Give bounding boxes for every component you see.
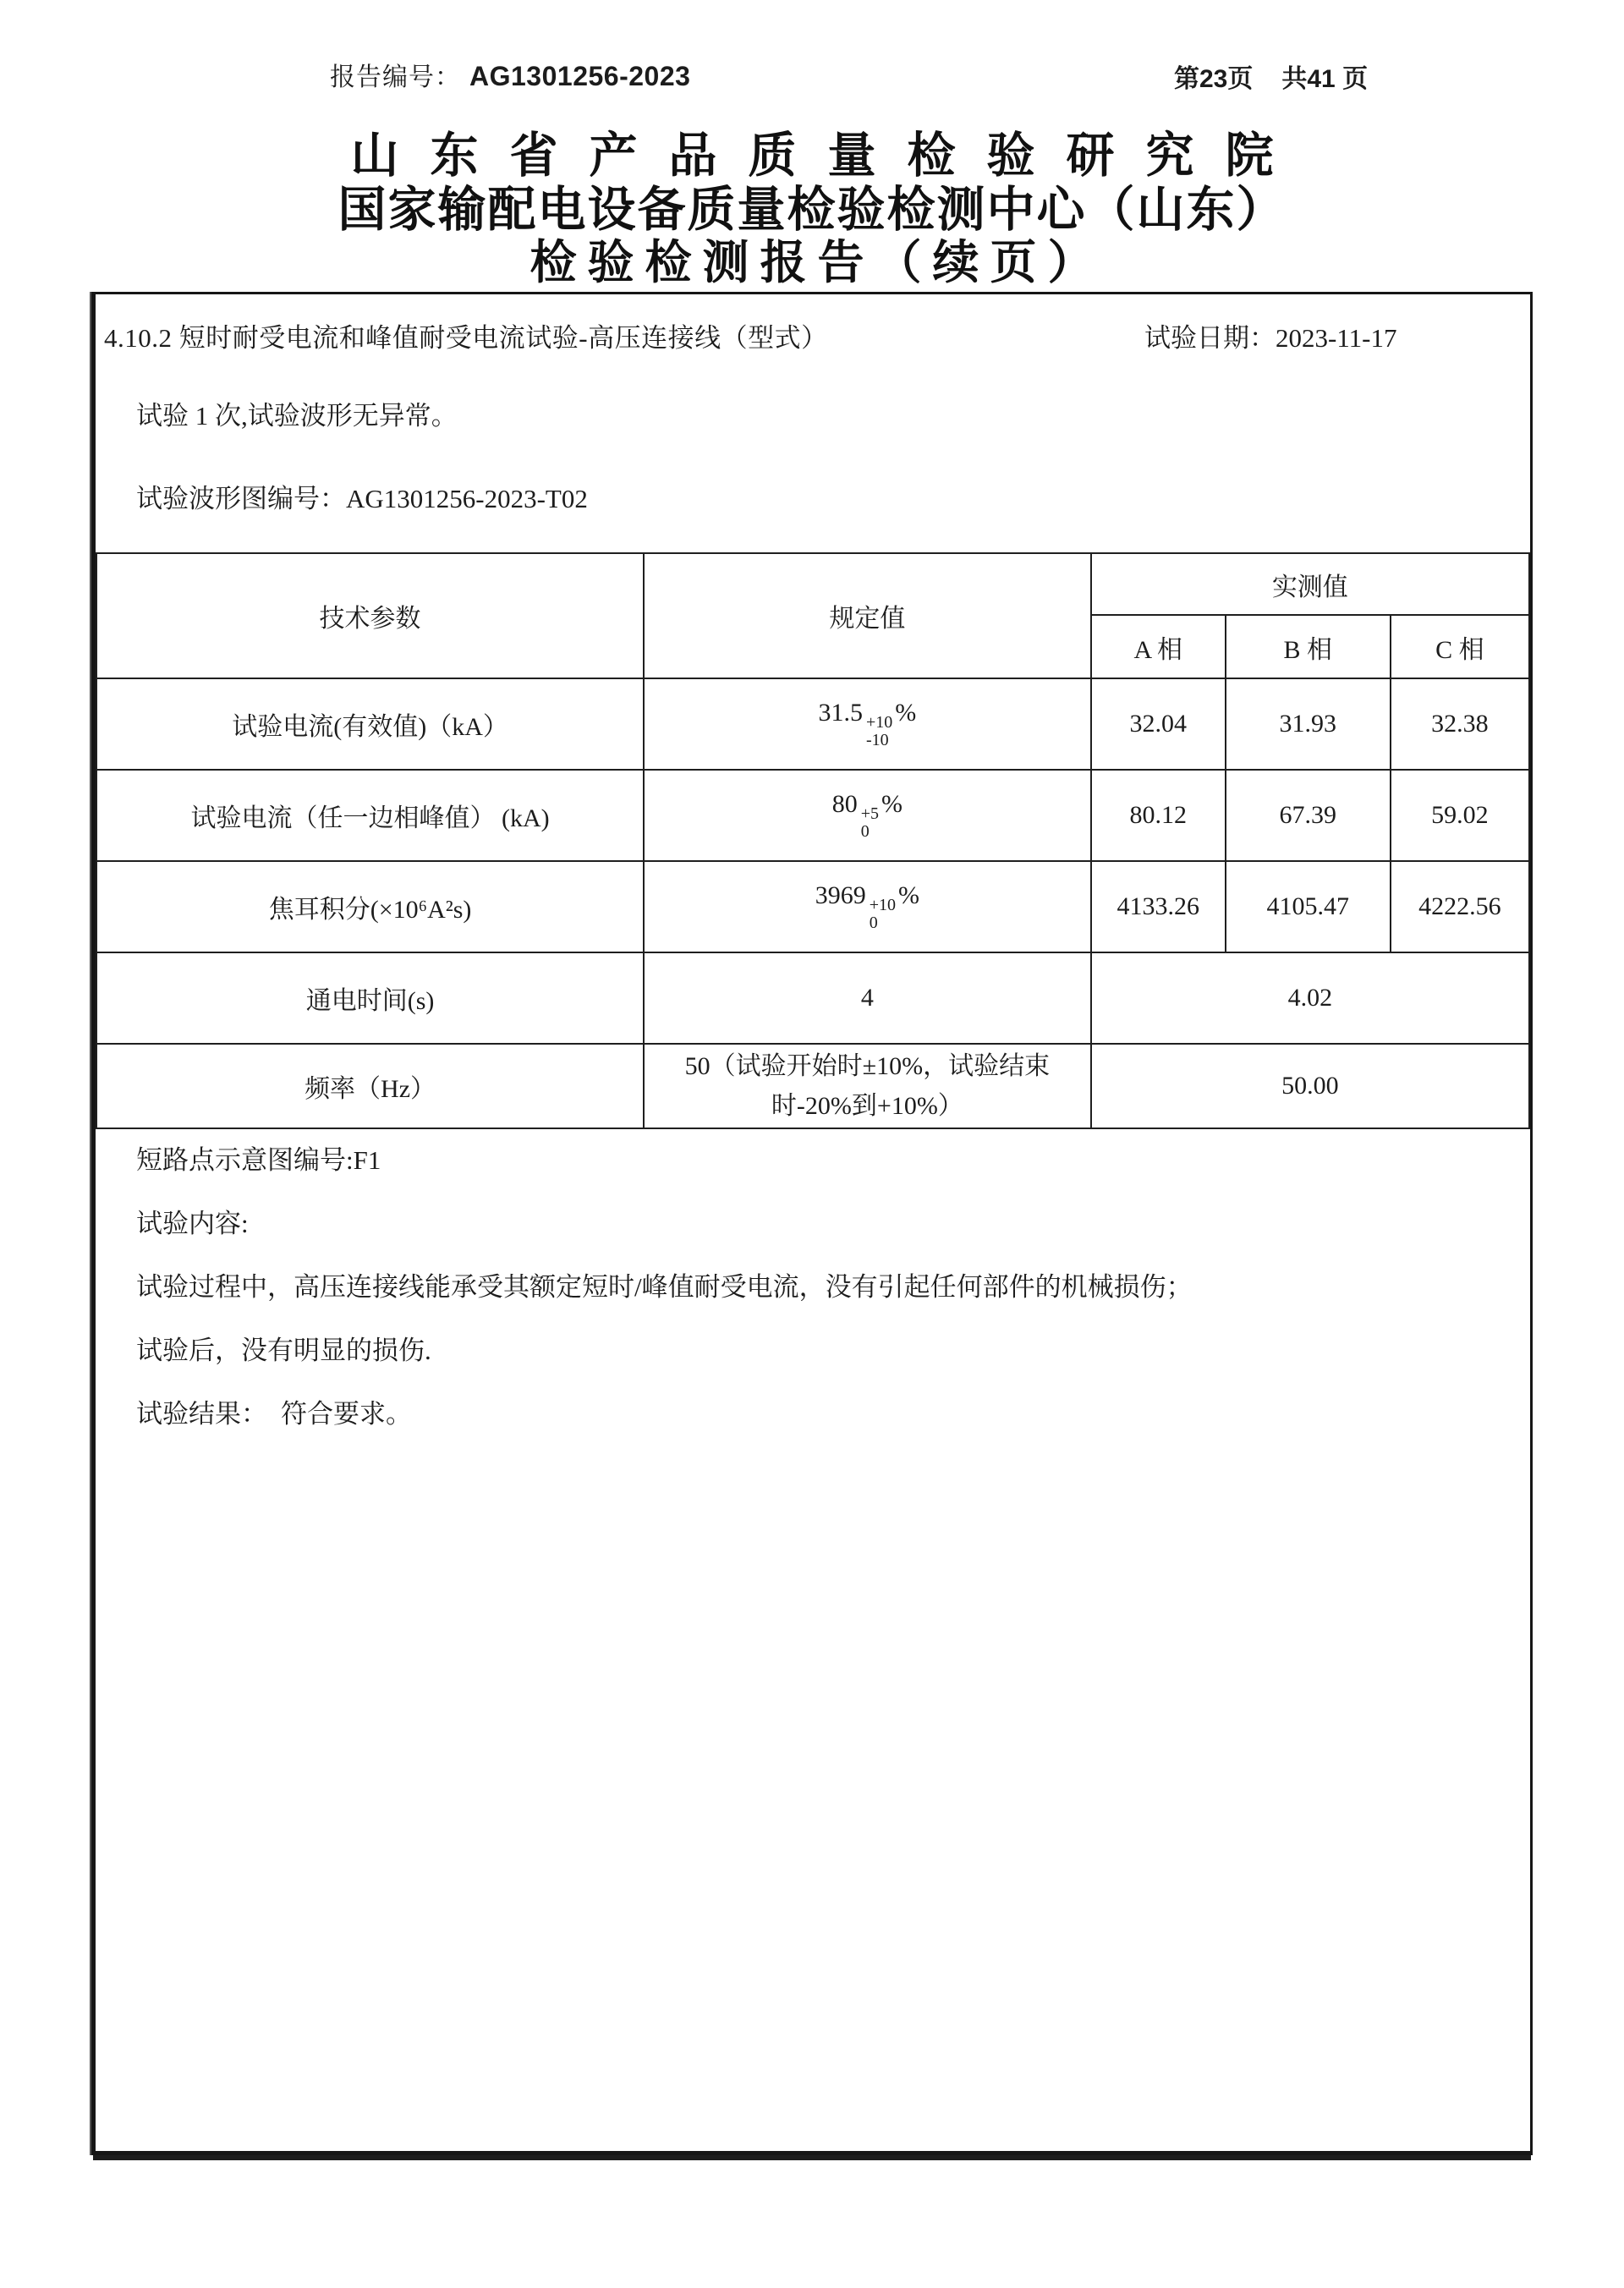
spec-main: 31.5	[818, 699, 863, 727]
spec-tolerance-lower: -10	[865, 731, 889, 749]
short-circuit-diagram-line: 短路点示意图编号:F1	[136, 1145, 381, 1175]
table-row-duration	[96, 952, 1529, 1044]
spec-cell	[644, 678, 1091, 770]
test-count-line: 试验 1 次,试验波形无异常。	[136, 401, 458, 431]
param-cell: 频率（Hz）	[96, 1044, 644, 1128]
measured-c: 4222.56	[1391, 861, 1529, 952]
spec-unit: %	[898, 881, 919, 909]
report-number-line	[330, 56, 690, 93]
col-header-phase-c: C 相	[1391, 615, 1529, 678]
param-cell: 通电时间(s)	[96, 952, 644, 1044]
spec-tolerance-upper: +10	[869, 896, 896, 914]
spec-tolerance-lower: 0	[869, 914, 878, 932]
institute-title-line2: 国家输配电设备质量检验检测中心（山东）	[337, 184, 1287, 237]
after-test-line: 试验后，没有明显的损伤.	[136, 1336, 431, 1365]
report-number-value: AG1301256-2023	[469, 61, 691, 91]
section-clause: 4.10.2 短时耐受电流和峰值耐受电流试验-高压连接线（型式）	[104, 323, 828, 353]
measured-b: 67.39	[1226, 770, 1391, 861]
measured-b: 4105.47	[1226, 861, 1391, 952]
spec-cell	[644, 1044, 1091, 1128]
spec-cell	[644, 952, 1091, 1044]
measured-merged: 50.00	[1091, 1044, 1529, 1128]
spec-unit: %	[881, 790, 903, 818]
test-content-label: 试验内容:	[136, 1209, 249, 1238]
spec-line2: 时-20%到+10%）	[771, 1092, 963, 1120]
table-row-joule-integral	[96, 861, 1529, 952]
spec-line1: 50（试验开始时±10%，试验结束	[684, 1052, 1051, 1080]
result-label: 试验结果：	[136, 1399, 267, 1429]
test-result-line	[136, 1401, 1193, 1428]
spec-cell	[644, 770, 1091, 861]
col-header-measured: 实测值	[1091, 553, 1529, 615]
measured-a: 32.04	[1091, 678, 1226, 770]
param-cell: 试验电流（任一边相峰值） (kA)	[96, 770, 644, 861]
measured-c: 32.38	[1391, 678, 1529, 770]
spec-tolerance	[866, 714, 892, 749]
col-header-param: 技术参数	[96, 553, 644, 678]
result-value: 符合要求。	[281, 1399, 412, 1429]
results-table	[96, 552, 1530, 1129]
param-cell: 焦耳积分(×10⁶A²s)	[96, 861, 644, 952]
spec-main: 80	[831, 790, 858, 818]
report-number-label: 报告编号：	[330, 63, 461, 91]
col-header-spec: 规定值	[644, 553, 1091, 678]
spec-tolerance	[861, 805, 879, 841]
measured-c: 59.02	[1391, 770, 1529, 861]
measured-merged: 4.02	[1091, 952, 1529, 1044]
institute-title-line1: 山东省产品质量检验研究院	[350, 129, 1305, 183]
table-row-current-peak	[96, 770, 1529, 861]
table-row-frequency	[96, 1044, 1529, 1128]
measured-a: 80.12	[1091, 770, 1226, 861]
notes-block	[136, 1147, 1193, 1464]
page-total: 共41 页	[1281, 65, 1369, 93]
col-header-phase-a: A 相	[1091, 615, 1226, 678]
col-header-phase-b: B 相	[1226, 615, 1391, 678]
spec-tolerance-upper: +5	[860, 804, 879, 823]
waveform-number-line: 试验波形图编号：AG1301256-2023-T02	[136, 484, 588, 513]
test-date-value: 2023-11-17	[1276, 323, 1397, 353]
spec-tolerance-lower: 0	[860, 822, 870, 841]
spec-unit: %	[895, 699, 917, 727]
spec-main: 4	[860, 984, 874, 1012]
table-header-row-1	[96, 553, 1529, 615]
test-date-label: 试验日期：	[1144, 323, 1276, 353]
spec-tolerance-upper: +10	[865, 713, 893, 732]
page-indicator	[1174, 58, 1368, 95]
report-content-box	[91, 292, 1533, 2155]
test-date-line	[1144, 316, 1397, 354]
test-process-line: 试验过程中，高压连接线能承受其额定短时/峰值耐受电流，没有引起任何部件的机械损伤；	[136, 1272, 1193, 1302]
spec-cell	[644, 861, 1091, 952]
table-row-current-rms	[96, 678, 1529, 770]
measured-b: 31.93	[1226, 678, 1391, 770]
spec-tolerance	[870, 897, 896, 932]
spec-main: 3969	[815, 881, 866, 909]
param-cell: 试验电流(有效值)（kA）	[96, 678, 644, 770]
measured-a: 4133.26	[1091, 861, 1226, 952]
page-current: 第23页	[1174, 65, 1254, 93]
report-title-line3: 检验检测报告（续页）	[529, 237, 1106, 288]
